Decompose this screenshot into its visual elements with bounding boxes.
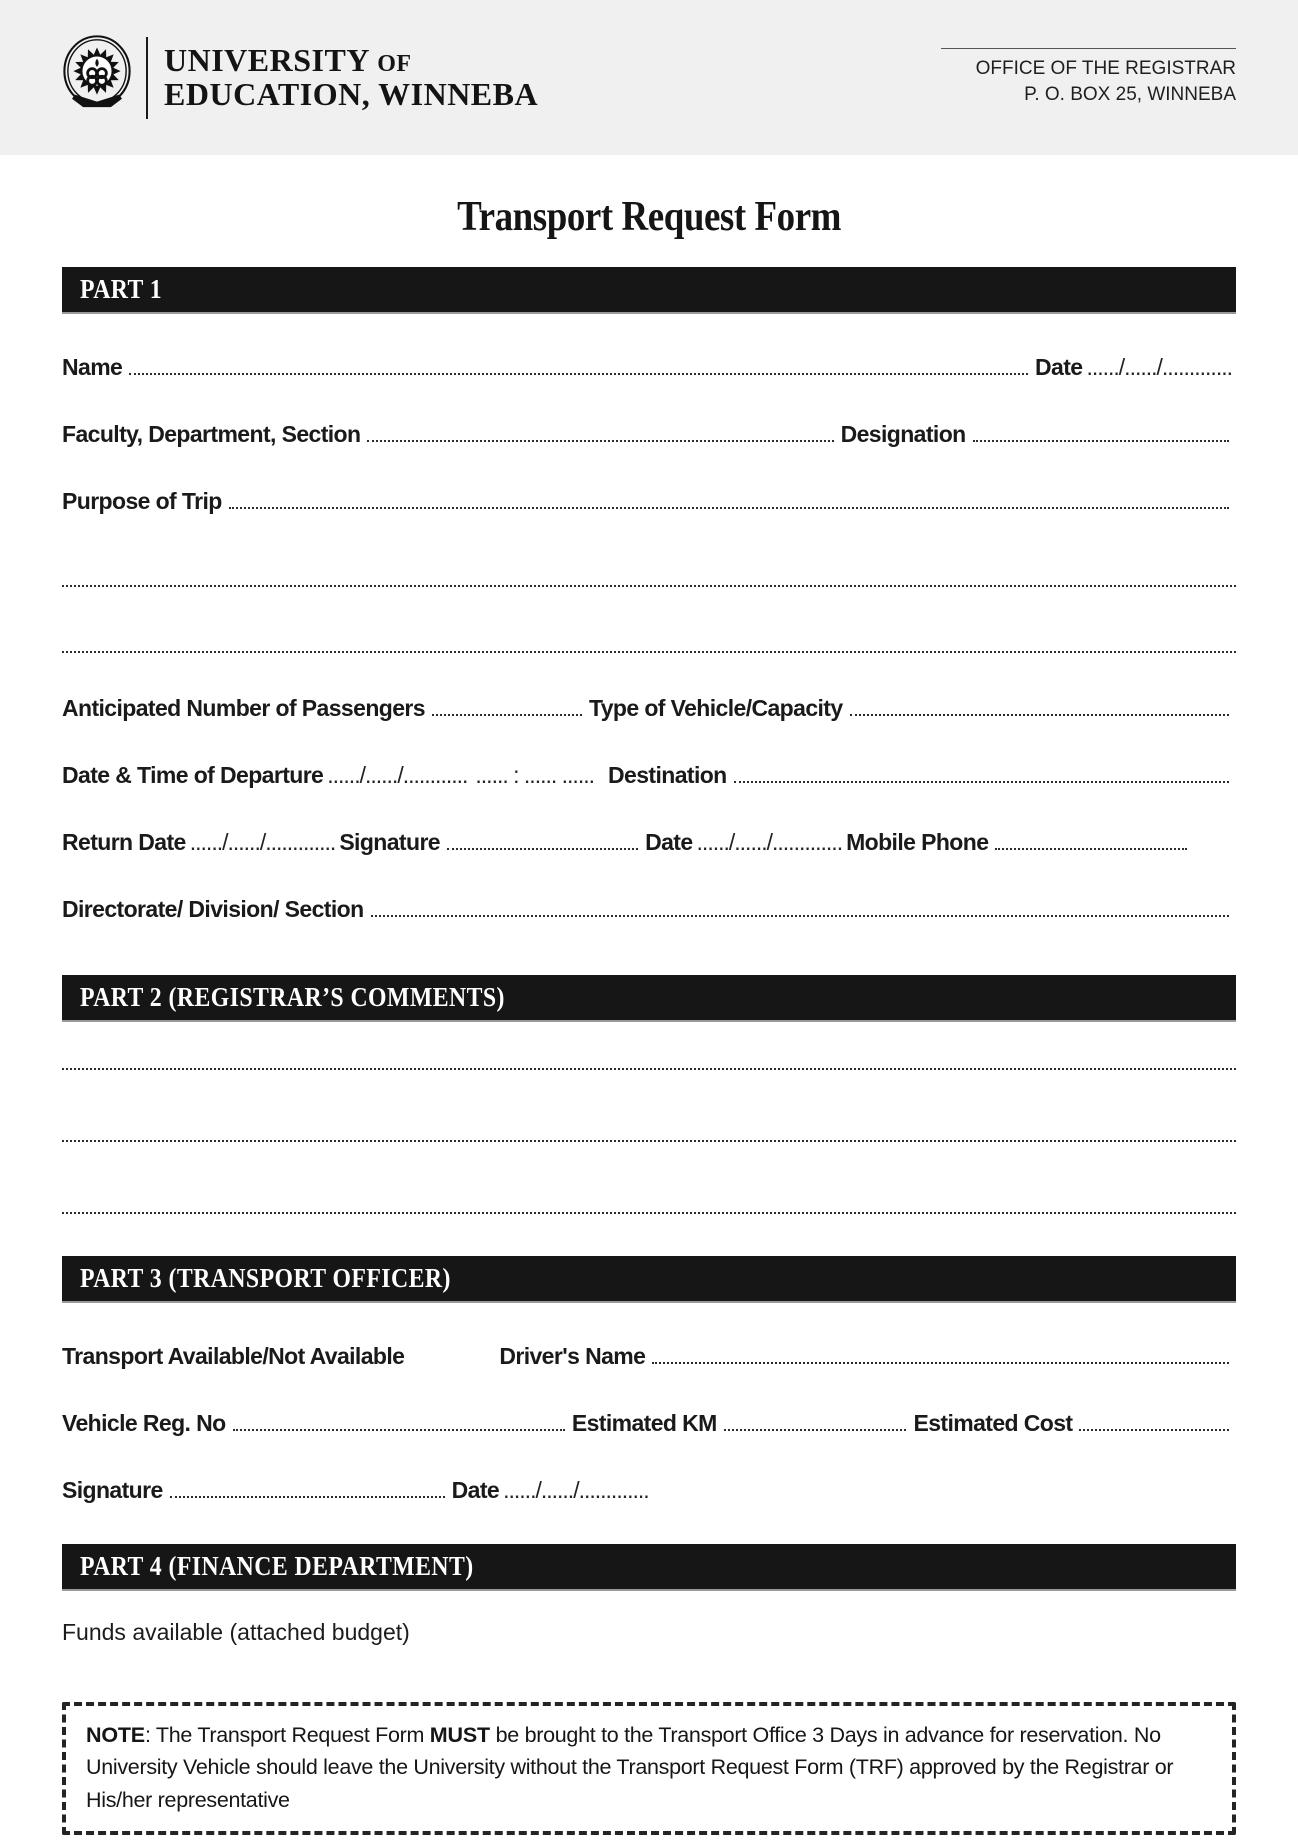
passengers-fill-line: [432, 714, 582, 716]
note-text-b: be brought to the Transport Office 3 Days in advance for reservation. No University Vehicle should leave the University without the Transport Request Form (TRF) approved by the Registrar or His/her representative: [86, 1723, 1174, 1812]
mobile-phone-label: Mobile Phone: [846, 829, 989, 855]
form-body: [0, 267, 1298, 1646]
signature-label: Signature: [339, 829, 440, 855]
departure-date-fill: ....../....../............: [327, 762, 468, 788]
name-label: Name: [62, 354, 123, 380]
date2-fill: ....../....../.............: [696, 829, 843, 855]
date-fill-line: ....../....../.............: [1086, 354, 1232, 380]
designation-label: Designation: [840, 421, 966, 447]
directorate-label: Directorate/ Division/ Section: [62, 896, 364, 922]
purpose-continuation-line: [62, 651, 1236, 653]
officer-date-fill: ....../....../.............: [503, 1477, 649, 1503]
university-name: [164, 41, 539, 112]
row-passengers-vehicle: [62, 697, 1236, 720]
officer-date-label: Date: [451, 1477, 500, 1503]
office-line2: P. O. BOX 25, WINNEBA: [1024, 83, 1236, 105]
funds-available-label: Funds available (attached budget): [62, 1619, 410, 1645]
part2-banner: PART 2 (REGISTRAR’S COMMENTS): [62, 975, 1236, 1020]
estimated-cost-fill-line: [1079, 1429, 1229, 1431]
designation-fill-line: [973, 440, 1229, 442]
row-departure-destination: [62, 764, 1236, 787]
name-fill-line: [129, 373, 1028, 375]
row-directorate: [62, 898, 1236, 921]
registrar-comments-line: [62, 1212, 1236, 1214]
university-name-of: OF: [377, 50, 412, 77]
passengers-label: Anticipated Number of Passengers: [62, 695, 425, 721]
row-availability-driver: [62, 1345, 1236, 1368]
registrar-office-address: [941, 48, 1236, 106]
university-name-line2: EDUCATION, WINNEBA: [164, 75, 539, 112]
date-label: Date: [1035, 354, 1083, 380]
form-title: Transport Request Form: [457, 194, 841, 240]
university-crest-logo: [62, 35, 132, 121]
driver-name-fill-line: [652, 1362, 1229, 1364]
university-name-line1: UNIVERSITY: [164, 41, 369, 78]
vehicle-type-label: Type of Vehicle/Capacity: [588, 695, 843, 721]
faculty-fill-line: [367, 440, 833, 442]
destination-label: Destination: [608, 762, 727, 788]
row-purpose: [62, 490, 1236, 513]
directorate-fill-line: [371, 915, 1229, 917]
availability-label: Transport Available/Not Available: [62, 1343, 405, 1369]
registrar-comments-line: [62, 1068, 1236, 1070]
driver-name-label: Driver's Name: [499, 1343, 646, 1369]
part3-banner: PART 3 (TRANSPORT OFFICER): [62, 1256, 1236, 1301]
vehicle-type-fill-line: [850, 714, 1229, 716]
header-divider: [146, 37, 148, 119]
purpose-continuation-line: [62, 585, 1236, 587]
office-line1: OFFICE OF THE REGISTRAR: [975, 58, 1236, 80]
note-box: [62, 1702, 1236, 1835]
departure-time-fill: ...... : ...... ......: [475, 762, 594, 788]
officer-signature-label: Signature: [62, 1477, 163, 1503]
note-label: NOTE: [86, 1723, 145, 1747]
part1-banner: PART 1: [62, 267, 1236, 312]
row-vehicle-km-cost: [62, 1412, 1236, 1435]
part4-banner: PART 4 (FINANCE DEPARTMENT): [62, 1544, 1236, 1589]
return-date-label: Return Date: [62, 829, 186, 855]
purpose-label: Purpose of Trip: [62, 488, 222, 514]
note-bold-word: MUST: [429, 1723, 490, 1747]
row-officer-signature-date: [62, 1479, 1236, 1502]
destination-fill-line: [734, 781, 1229, 783]
faculty-label: Faculty, Department, Section: [62, 421, 361, 447]
row-return-signature-mobile: [62, 831, 1236, 854]
date2-label: Date: [645, 829, 693, 855]
estimated-km-label: Estimated KM: [571, 1410, 717, 1436]
note-text-a: : The Transport Request Form: [144, 1723, 430, 1747]
departure-label: Date & Time of Departure: [62, 762, 324, 788]
mobile-fill-line: [995, 848, 1186, 850]
row-faculty-designation: [62, 423, 1236, 446]
purpose-fill-line: [229, 507, 1229, 509]
vehicle-reg-label: Vehicle Reg. No: [62, 1410, 226, 1436]
officer-signature-fill-line: [170, 1496, 445, 1498]
signature-fill-line: [447, 848, 638, 850]
row-name-date: [62, 356, 1236, 379]
vehicle-reg-fill-line: [233, 1429, 565, 1431]
page-header: [0, 0, 1298, 155]
estimated-cost-label: Estimated Cost: [913, 1410, 1073, 1436]
return-date-fill: ....../....../.............: [189, 829, 336, 855]
estimated-km-fill-line: [724, 1429, 907, 1431]
registrar-comments-line: [62, 1140, 1236, 1142]
